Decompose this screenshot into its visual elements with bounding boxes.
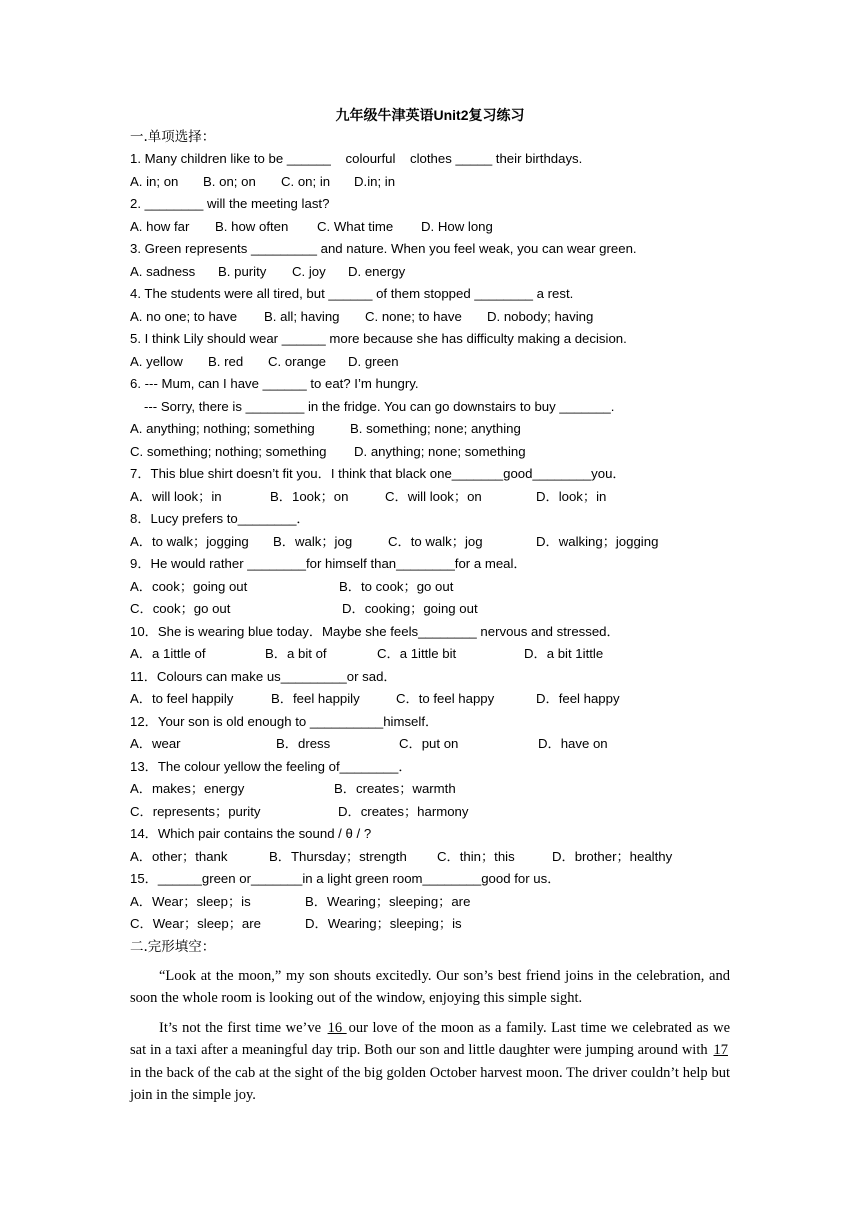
option-d: D．Wearing；sleeping；is [305, 916, 462, 931]
option-d: D．cooking；going out [342, 601, 478, 616]
option-a: A．cook；going out [130, 578, 248, 594]
passage-text: It’s not the first time we’ve [159, 1019, 326, 1036]
option-c: C．thin；this [437, 848, 515, 864]
option-a: A. yellow [130, 353, 183, 369]
question-1-stem: 1. Many children like to be ______ colourful clothes _____ their birthdays. [130, 151, 583, 166]
option-c: C．will look；on [385, 488, 482, 504]
question-4-options [130, 306, 730, 329]
question-9-options-row-1 [130, 576, 730, 599]
question-14-options [130, 846, 730, 869]
question-15-options-row-2 [130, 913, 730, 936]
option-b: B. all; having [264, 308, 340, 324]
question-7-stem: 7．This blue shirt doesn’t fit you．I think that black one_______good________you． [130, 466, 626, 481]
option-a: A. sadness [130, 263, 196, 279]
question-6-options-row-1 [130, 418, 730, 441]
option-b: B．to cook；go out [339, 578, 454, 594]
page-title: 九年级牛津英语Unit2复习练习 [335, 107, 525, 123]
option-a: A．other；thank [130, 848, 228, 864]
question-6-options-row-2 [130, 441, 730, 464]
question-8-options [130, 531, 730, 554]
option-b: B．dress [276, 736, 331, 751]
option-d: D. energy [348, 263, 406, 279]
question-12-stem: 12．Your son is old enough to __________himself． [130, 713, 439, 729]
option-b: B．a bit of [265, 646, 327, 661]
option-d: D. green [348, 353, 399, 369]
question-2-stem: 2. ________ will the meeting last? [130, 196, 330, 211]
option-a: A. how far [130, 218, 190, 234]
option-b: B. purity [218, 263, 267, 279]
option-b: B．1ook；on [270, 488, 349, 504]
passage-text: our love of the moon as a family. Last time we celebrated as we sat in a taxi after a meaningful day trip. Both our son and little daughter were jumping around with [130, 1019, 731, 1058]
option-c: C．Wear；sleep；are [130, 916, 261, 931]
option-b: B. something; none; anything [350, 421, 521, 436]
option-c: C. none; to have [365, 308, 462, 324]
question-6-stem: 6. --- Mum, can I have ______ to eat? I’m hungry. [130, 376, 419, 391]
option-d: D．feel happy [536, 691, 620, 706]
option-b: B．walk；jog [273, 533, 353, 549]
option-d: D．look；in [536, 488, 607, 504]
option-a: A．to feel happily [130, 691, 234, 706]
option-b: B．Wearing；sleeping；are [305, 893, 471, 909]
option-d: D. nobody; having [487, 308, 594, 324]
question-14-stem: 14．Which pair contains the sound / θ / ? [130, 826, 372, 841]
option-d: D．creates；harmony [338, 803, 469, 819]
option-b: B. red [208, 353, 244, 369]
option-c: C. something; nothing; something [130, 443, 327, 459]
question-10-options [130, 643, 730, 666]
option-a: A. in; on [130, 173, 179, 189]
section-heading-cloze: 二.完形填空： [130, 938, 216, 955]
question-7-options [130, 486, 730, 509]
question-4-stem: 4. The students were all tired, but ______ of them stopped ________ a rest. [130, 286, 574, 301]
question-3-stem: 3. Green represents _________ and nature. When you feel weak, you can wear green. [130, 241, 637, 256]
question-10-stem: 10．She is wearing blue today．Maybe she feels________ nervous and stressed． [130, 623, 620, 639]
question-11-stem: 11．Colours can make us_________or sad． [130, 668, 397, 684]
question-15-stem: 15．______green or_______in a light green room________good for us． [130, 871, 561, 886]
option-c: C. orange [268, 353, 326, 369]
option-c: C．represents；purity [130, 803, 261, 819]
question-8-stem: 8．Lucy prefers to________． [130, 511, 310, 526]
question-13-options-row-1 [130, 778, 730, 801]
option-d: D.in; in [354, 173, 396, 189]
option-a: A．to walk；jogging [130, 533, 249, 549]
blank-16: 16 [327, 1019, 347, 1036]
option-b: B. on; on [203, 173, 256, 189]
question-15-options-row-1 [130, 891, 730, 914]
option-c: C. What time [317, 218, 394, 234]
passage-paragraph-2 [130, 1017, 730, 1107]
option-d: D. How long [421, 218, 493, 234]
passage-paragraph-1: “Look at the moon,” my son shouts excitedly. Our son’s best friend joins in the celebration, and soon the whole room is looking out of the window, enjoying this simple sight. [130, 967, 730, 1006]
option-d: D．brother；healthy [552, 848, 673, 864]
passage-text: in the back of the cab at the sight of the big golden October harvest moon. The driver couldn’t help but join in the simple joy. [130, 1064, 730, 1103]
option-b: B．Thursday；strength [269, 848, 407, 864]
question-11-options [130, 688, 730, 711]
option-d: D. anything; none; something [354, 443, 526, 459]
question-9-stem: 9．He would rather ________for himself than________for a meal． [130, 556, 527, 571]
option-c: C．to feel happy [396, 691, 495, 706]
question-13-options-row-2 [130, 801, 730, 824]
option-c: C. on; in [281, 173, 331, 189]
option-b: B. how often [215, 218, 289, 234]
question-1-options [130, 171, 730, 194]
section-heading-multiple-choice: 一.单项选择： [130, 129, 216, 145]
option-a: A. no one; to have [130, 308, 238, 324]
blank-17: 17 [713, 1042, 728, 1058]
option-c: C．to walk；jog [388, 533, 483, 549]
option-c: C．put on [399, 736, 459, 751]
question-2-options [130, 216, 730, 239]
option-a: A．makes；energy [130, 781, 245, 796]
option-a: A．will look；in [130, 488, 222, 504]
option-d: D．a bit 1ittle [524, 646, 604, 661]
question-12-options [130, 733, 730, 756]
option-d: D．have on [538, 736, 608, 751]
question-5-options [130, 351, 730, 374]
option-d: D．walking；jogging [536, 533, 659, 549]
question-list [130, 148, 730, 936]
option-c: C. joy [292, 263, 326, 279]
option-b: B．creates；warmth [334, 781, 456, 796]
option-a: A. anything; nothing; something [130, 421, 315, 436]
option-b: B．feel happily [271, 691, 360, 706]
option-a: A．a 1ittle of [130, 646, 206, 661]
question-9-options-row-2 [130, 598, 730, 621]
worksheet-page [130, 104, 730, 1107]
question-3-options [130, 261, 730, 284]
question-6-stem-reply: --- Sorry, there is ________ in the fridge. You can go downstairs to buy _______. [144, 398, 615, 414]
option-c: C．a 1ittle bit [377, 646, 457, 661]
option-a: A．Wear；sleep；is [130, 893, 251, 909]
option-c: C．cook；go out [130, 601, 231, 616]
question-13-stem: 13．The colour yellow the feeling of________． [130, 758, 412, 774]
option-a: A．wear [130, 736, 181, 751]
question-5-stem: 5. I think Lily should wear ______ more because she has difficulty making a decision. [130, 331, 627, 346]
